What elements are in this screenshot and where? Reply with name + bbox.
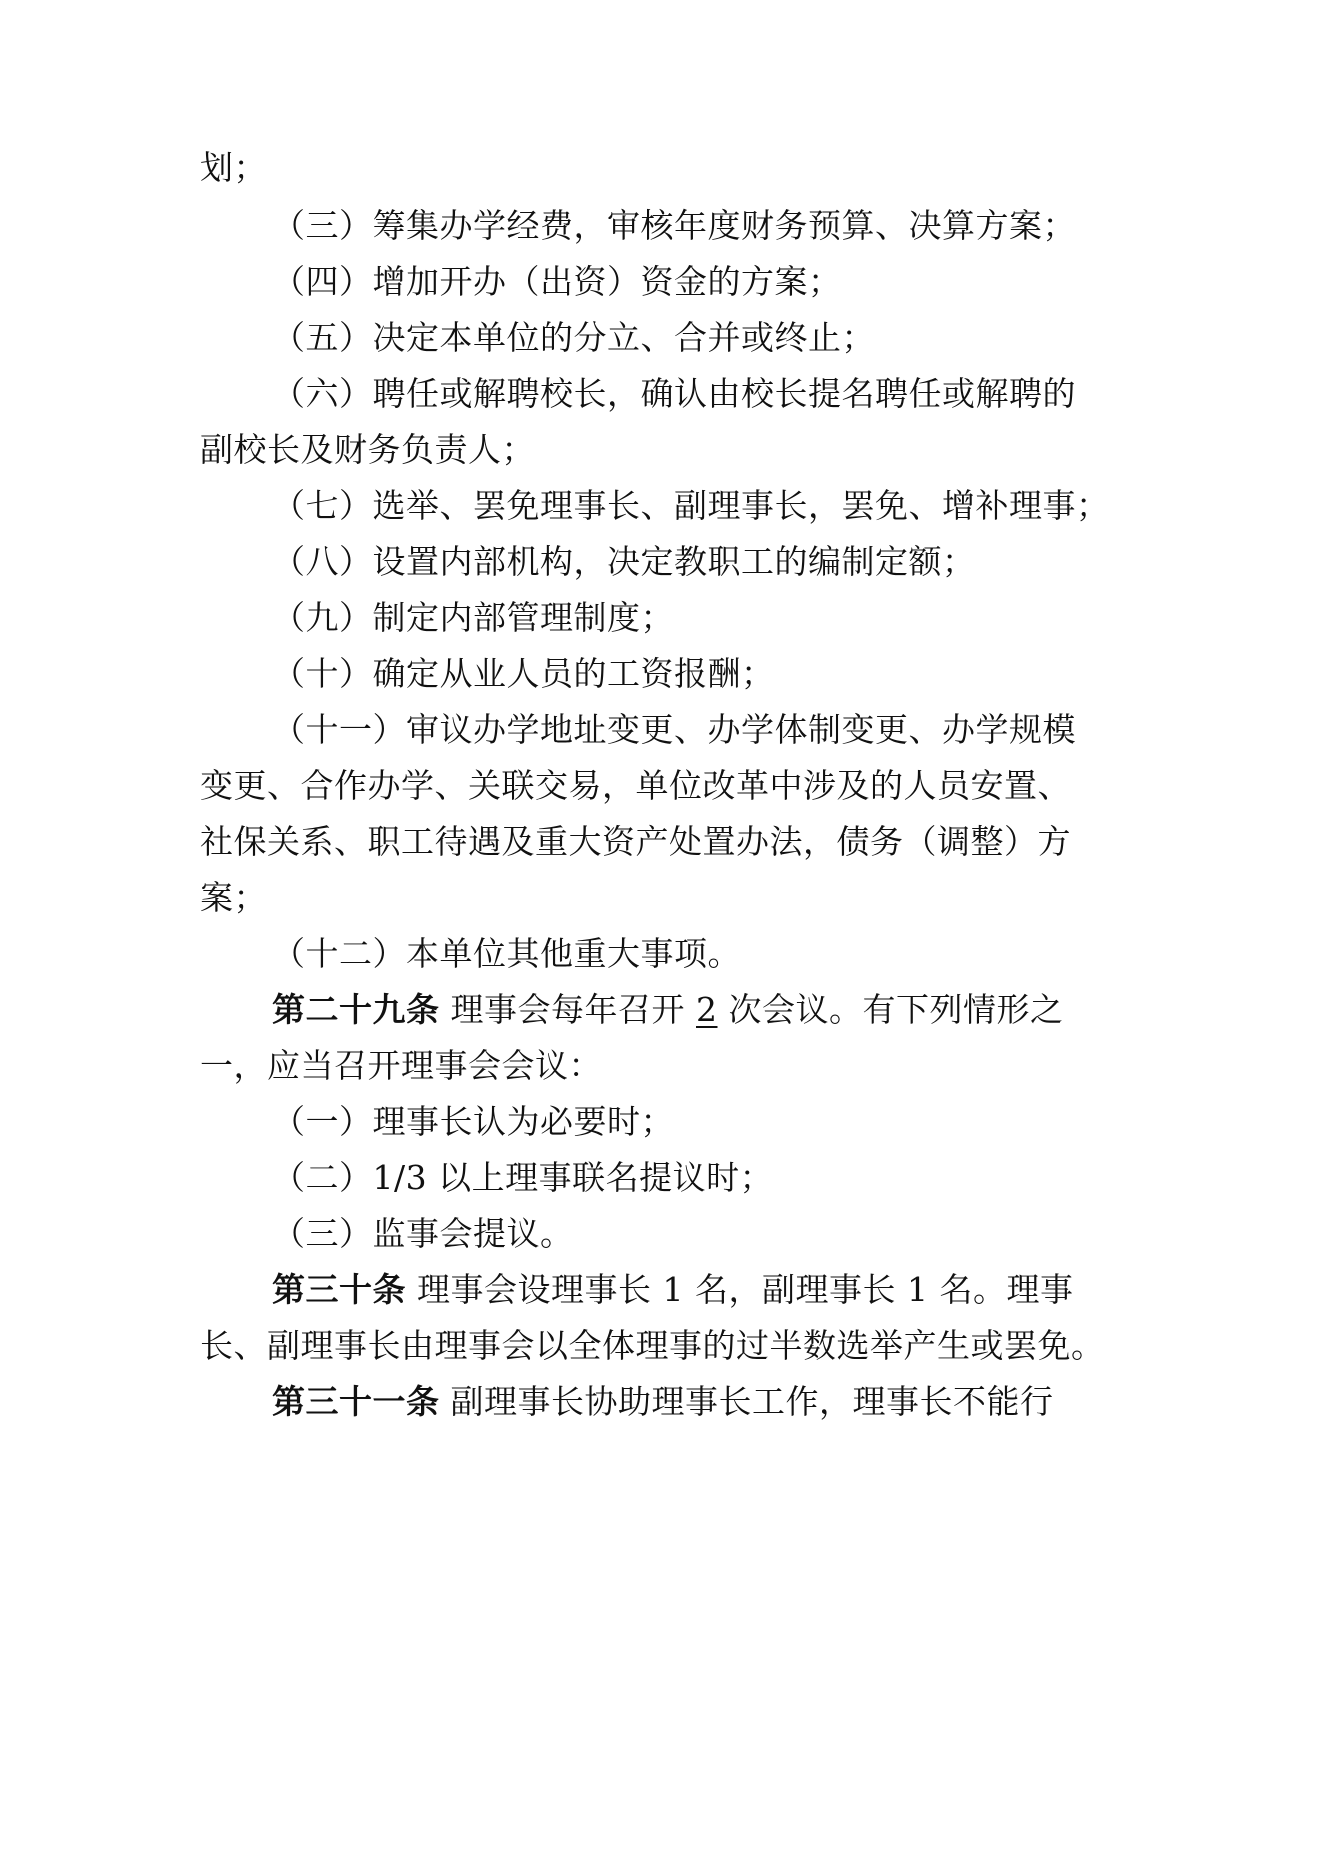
list-item: （九）制定内部管理制度； [272,598,674,637]
list-item: （二）1/3 以上理事联名提议时； [272,1158,774,1197]
list-item: （四）增加开办（出资）资金的方案； [272,262,842,301]
text-line: 一，应当召开理事会会议： [200,1046,602,1085]
article-heading: 第三十一条 [272,1382,440,1421]
text-line: 社保关系、职工待遇及重大资产处置办法，债务（调整）方 [200,822,1071,861]
list-item: （三）监事会提议。 [272,1214,574,1253]
list-item: （五）决定本单位的分立、合并或终止； [272,318,875,357]
article-30-line [272,1270,1073,1310]
list-item: （十二）本单位其他重大事项。 [272,934,741,973]
article-31-line [272,1382,1054,1422]
article-text: 副理事长协助理事长工作，理事长不能行 [450,1382,1054,1421]
text-line: 划； [200,148,267,187]
text-line: 长、副理事长由理事会以全体理事的过半数选举产生或罢免。 [200,1326,1105,1365]
list-item: （八）设置内部机构，决定教职工的编制定额； [272,542,976,581]
article-29-line [272,990,1064,1030]
list-item: （一）理事长认为必要时； [272,1102,674,1141]
list-item: （七）选举、罢免理事长、副理事长，罢免、增补理事； [272,486,1110,525]
meeting-count: 2 [696,990,718,1029]
article-heading: 第二十九条 [272,990,440,1029]
text-line: 案； [200,878,267,917]
article-text: 理事会每年召开 [450,990,685,1029]
article-text: 次会议。有下列情形之 [728,990,1064,1029]
list-item: （十）确定从业人员的工资报酬； [272,654,775,693]
list-item: （三）筹集办学经费，审核年度财务预算、决算方案； [272,206,1076,245]
list-item: （十一）审议办学地址变更、办学体制变更、办学规模 [272,710,1076,749]
article-text: 理事会设理事长 1 名，副理事长 1 名。理事 [417,1270,1074,1309]
text-line: 副校长及财务负责人； [200,430,535,469]
text-line: 变更、合作办学、关联交易，单位改革中涉及的人员安置、 [200,766,1071,805]
article-heading: 第三十条 [272,1270,406,1309]
list-item: （六）聘任或解聘校长，确认由校长提名聘任或解聘的 [272,374,1076,413]
